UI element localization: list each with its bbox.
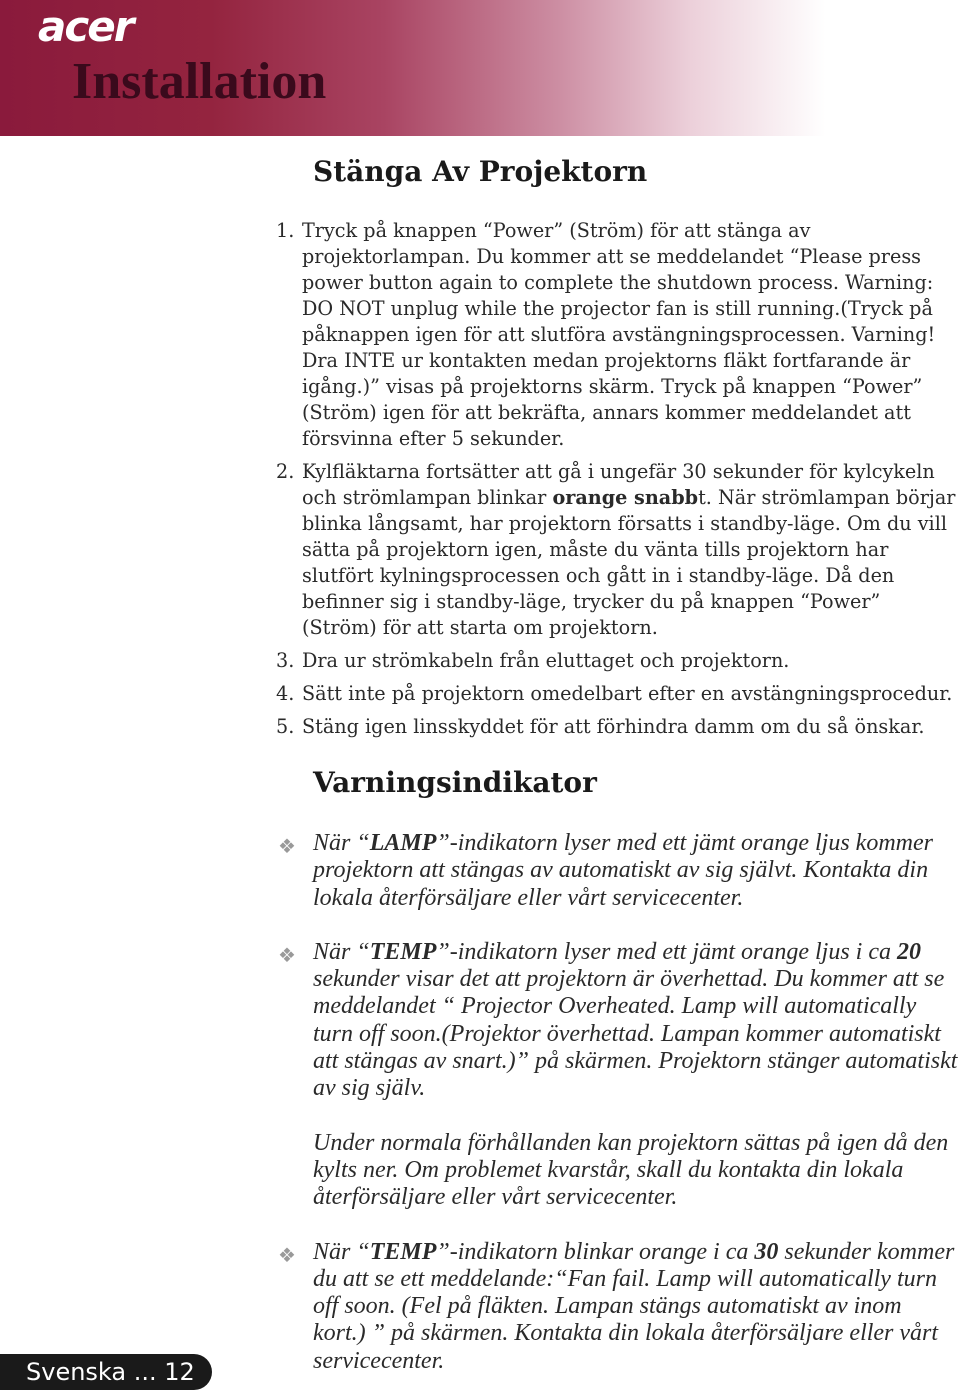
seconds-value: 20	[897, 938, 921, 965]
step-emphasis: orange snabb	[552, 486, 699, 509]
page-title: Installation	[72, 53, 327, 110]
indicator-name: LAMP	[369, 830, 437, 856]
step-number: 1.	[276, 219, 295, 242]
indicator-name: TEMP	[369, 1238, 437, 1265]
section-heading-shutdown: Stänga Av Projektorn	[313, 155, 648, 188]
shutdown-steps	[276, 218, 960, 747]
header-band	[0, 0, 960, 136]
footer-language: Svenska	[26, 1358, 127, 1386]
warning-item-temp-blink	[278, 1239, 960, 1375]
indicator-name: TEMP	[369, 938, 437, 965]
section-heading-warning: Varningsindikator	[313, 766, 597, 799]
footer-separator: ...	[126, 1358, 165, 1386]
step-item	[276, 648, 960, 674]
page-footer-tab	[0, 1354, 212, 1390]
warning-text: När “	[313, 830, 370, 856]
step-item	[276, 681, 960, 707]
diamond-cluster-icon: ❖	[278, 834, 296, 858]
step-number: 4.	[276, 682, 295, 705]
warning-item-lamp	[278, 830, 960, 912]
page-number: 12	[164, 1358, 195, 1386]
warning-text: ”-indikatorn blinkar orange i ca	[436, 1238, 755, 1265]
warning-text: ”-indikatorn lyser med ett jämt orange ljus i ca	[436, 938, 897, 965]
warning-item-temp-steady	[278, 939, 960, 1212]
warning-text: När “	[313, 1238, 370, 1265]
warning-text: ”-indikatorn lyser med ett jämt orange ljus kommer projektorn att stängas av automatiskt av sig självt. Kontakta din lokala återförsäljare eller vårt servicecenter.	[313, 830, 933, 911]
step-number: 2.	[276, 460, 295, 483]
warning-text: sekunder visar det att projektorn är överhettad. Du kommer att se meddelandet “ Projector Overheated. Lamp will automatically turn off soon.(Projektor överhettad. Lampan kommer automatiskt att stängas av snart.)” på skärmen. Projektorn stänger automatiskt av sig själv.	[313, 966, 958, 1102]
warning-list	[278, 830, 960, 1375]
step-text: Sätt inte på projektorn omedelbart efter en avstängningsprocedur.	[302, 682, 953, 705]
step-text: Tryck på knappen “Power” (Ström) för att stänga av projektorlampan. Du kommer att se meddelandet “Please press power button again to complete the shutdown process. Warning: DO NOT unplug while the projector fan is still running.(Tryck på påknappen igen för att slutföra avstängningsprocessen. Varning! Dra INTE ur kontakten medan projektorns fläkt fortfarande är igång.)” visas på projektorns skärm. Tryck på knappen “Power” (Ström) igen för att bekräfta, annars kommer meddelandet att försvinna efter 5 sekunder.	[302, 219, 936, 450]
warning-text: sekunder kommer du att se ett meddelande:“Fan fail. Lamp will automatically turn off soon. (Fel på fläkten. Lampan stängs automatiskt av inom kort.) ” på skärmen. Kontakta din lokala återförsäljare eller vårt servicecenter.	[313, 1238, 955, 1374]
step-item	[276, 714, 960, 740]
step-item	[276, 218, 960, 452]
diamond-cluster-icon: ❖	[278, 1242, 296, 1267]
step-text: Kylfläktarna fortsätter att gå i ungefär 30 sekunder för kylcykeln och strömlampan blinkar	[302, 460, 935, 509]
step-number: 5.	[276, 715, 295, 738]
step-number: 3.	[276, 649, 295, 672]
step-text: t. När strömlampan börjar blinka långsamt, har projektorn försatts i standby-läge. Om du vill sätta på projektorn igen, måste du vänta tills projektorn har slutfört kylningsprocessen och gått in i standby-läge. Då den befinner sig i standby-läge, trycker du på knappen “Power” (Ström) för att starta om projektorn.	[302, 486, 956, 639]
step-text: Stäng igen linsskyddet för att förhindra damm om du så önskar.	[302, 715, 925, 738]
step-item	[276, 459, 960, 641]
seconds-value: 30	[754, 1238, 779, 1265]
warning-text: När “	[313, 938, 370, 965]
warning-followup: Under normala förhållanden kan projektorn sättas på igen då den kylts ner. Om problemet kvarstår, skall du kontakta din lokala återförsäljare eller vårt servicecenter.	[313, 1129, 949, 1211]
step-text: Dra ur strömkabeln från eluttaget och projektorn.	[302, 649, 790, 672]
acer-logo: acer	[38, 2, 133, 51]
diamond-cluster-icon: ❖	[278, 942, 296, 967]
